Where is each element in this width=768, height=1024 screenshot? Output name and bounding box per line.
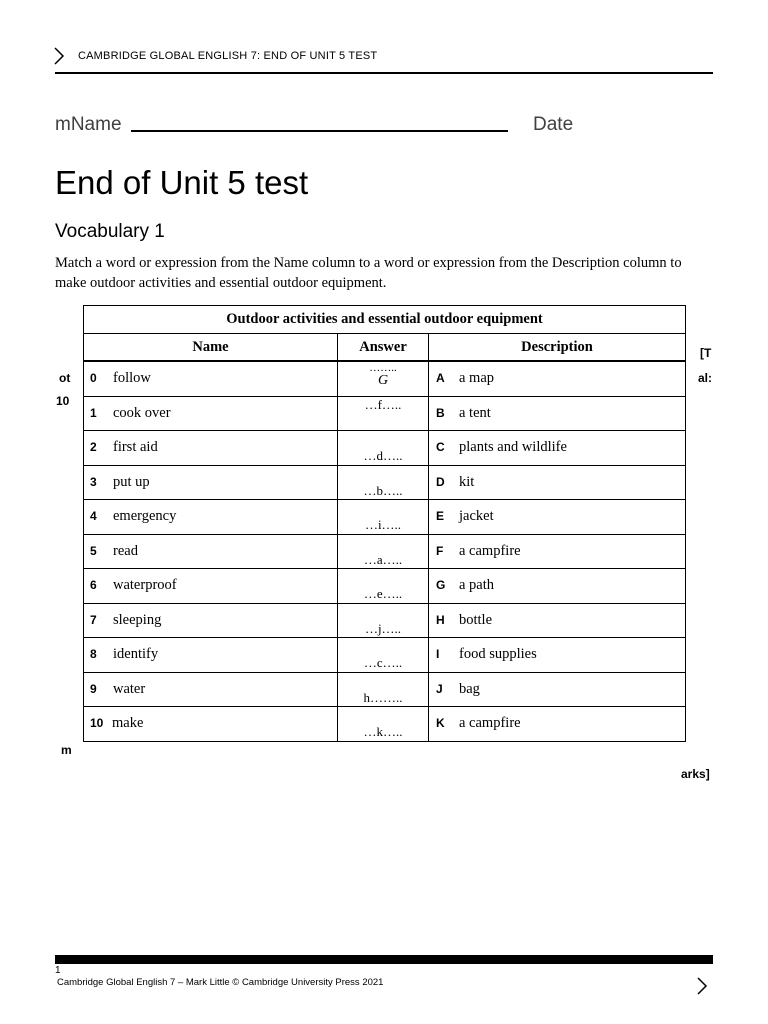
table-caption-row: [84, 306, 686, 334]
description-cell: [429, 396, 686, 431]
table-row: [84, 638, 686, 673]
column-header-name: Name: [84, 334, 338, 362]
name-cell: [84, 672, 338, 707]
table-row: [84, 603, 686, 638]
item-name: follow: [113, 370, 151, 387]
answer-value: G: [377, 373, 389, 389]
item-name: first aid: [113, 439, 158, 456]
name-cell: [84, 361, 338, 396]
description-text: jacket: [459, 508, 494, 525]
description-letter: D: [436, 474, 445, 489]
answer-value: …e…..: [363, 586, 403, 602]
margin-fragment: al:: [698, 371, 713, 385]
item-number: 5: [90, 543, 97, 558]
header-title: CAMBRIDGE GLOBAL ENGLISH 7: END OF UNIT 5 TEST: [78, 50, 378, 62]
table-row: [84, 396, 686, 431]
answer-value: …k…..: [363, 724, 403, 740]
answer-cell[interactable]: [338, 431, 429, 466]
footer-bar: [55, 955, 713, 964]
description-cell: [429, 603, 686, 638]
table-header-row: [84, 334, 686, 362]
item-name: read: [113, 542, 138, 559]
table-row: [84, 569, 686, 604]
margin-fragment: m: [61, 743, 72, 757]
column-header-description: Description: [429, 334, 686, 362]
answer-cell[interactable]: [338, 569, 429, 604]
name-cell: [84, 431, 338, 466]
name-cell: [84, 534, 338, 569]
name-field[interactable]: [131, 130, 508, 132]
description-letter: E: [436, 509, 445, 524]
answer-value: …b…..: [363, 482, 403, 498]
answer-value: …f…..: [364, 396, 402, 412]
item-number: 2: [90, 440, 97, 455]
description-letter: H: [436, 612, 445, 627]
column-header-answer: Answer: [338, 334, 429, 362]
margin-fragment: [T: [700, 346, 712, 360]
table-row: [84, 707, 686, 742]
answer-cell[interactable]: [338, 465, 429, 500]
name-label: mName: [55, 114, 122, 135]
description-text: bottle: [459, 611, 493, 628]
table-row: [84, 534, 686, 569]
answer-value: …i…..: [364, 517, 402, 533]
description-letter: G: [436, 578, 446, 593]
description-cell: [429, 707, 686, 742]
item-number: 1: [90, 405, 97, 420]
instructions-text: Match a word or expression from the Name column to a word or expression from the Description column to make outdoor activities and essential outdoor equipment.: [55, 255, 682, 291]
table-row: [84, 672, 686, 707]
name-cell: [84, 603, 338, 638]
table-row: [84, 500, 686, 535]
name-cell: [84, 638, 338, 673]
name-cell: [84, 396, 338, 431]
answer-cell[interactable]: [338, 638, 429, 673]
description-text: a map: [459, 370, 495, 387]
section-title: Vocabulary 1: [55, 221, 165, 242]
description-text: a path: [459, 577, 495, 594]
page-number: 1: [55, 965, 61, 976]
description-letter: C: [436, 440, 445, 455]
answer-value: …d…..: [363, 448, 403, 464]
item-name: put up: [113, 473, 150, 490]
description-letter: K: [436, 716, 445, 731]
footer-credit: Cambridge Global English 7 – Mark Little © Cambridge University Press 2021: [57, 977, 384, 988]
description-text: food supplies: [459, 646, 537, 663]
item-number: 9: [90, 681, 97, 696]
page-title: End of Unit 5 test: [55, 164, 309, 201]
answer-value: …a…..: [363, 551, 403, 567]
description-text: a campfire: [459, 715, 521, 732]
description-cell: [429, 569, 686, 604]
description-text: plants and wildlife: [459, 439, 567, 456]
margin-fragment: 10: [56, 394, 70, 408]
item-number: 7: [90, 612, 97, 627]
answer-cell[interactable]: [338, 707, 429, 742]
item-name: make: [112, 715, 144, 732]
description-cell: [429, 638, 686, 673]
description-text: kit: [459, 473, 475, 490]
answer-cell[interactable]: [338, 361, 429, 396]
table-row: [84, 431, 686, 466]
description-cell: [429, 465, 686, 500]
answer-cell[interactable]: [338, 500, 429, 535]
table-caption: Outdoor activities and essential outdoor equipment: [84, 306, 686, 334]
description-cell: [429, 672, 686, 707]
item-number: 6: [90, 578, 97, 593]
description-text: a tent: [459, 404, 491, 421]
margin-fragment: arks]: [681, 767, 710, 781]
item-name: water: [113, 680, 146, 697]
item-number: 10: [90, 716, 104, 731]
description-text: a campfire: [459, 542, 521, 559]
item-number: 3: [90, 474, 97, 489]
vocabulary-table: [83, 305, 686, 742]
description-cell: [429, 500, 686, 535]
item-name: sleeping: [113, 611, 162, 628]
answer-value: …c…..: [363, 655, 403, 671]
answer-cell[interactable]: [338, 396, 429, 431]
item-number: 8: [90, 647, 97, 662]
chevron-right-icon[interactable]: [695, 976, 709, 996]
answer-dots: ……..: [369, 362, 397, 375]
item-number: 4: [90, 509, 97, 524]
description-letter: A: [436, 371, 445, 386]
table-row: [84, 465, 686, 500]
item-name: waterproof: [113, 577, 177, 594]
answer-value: …j…..: [364, 620, 402, 636]
answer-value: h……..: [363, 689, 403, 705]
description-letter: B: [436, 405, 445, 420]
item-name: emergency: [113, 508, 177, 525]
description-text: bag: [459, 680, 480, 697]
answer-cell[interactable]: [338, 534, 429, 569]
item-name: cook over: [113, 404, 171, 421]
description-letter: J: [436, 681, 443, 696]
item-name: identify: [113, 646, 159, 663]
description-letter: F: [436, 543, 444, 558]
description-cell: [429, 534, 686, 569]
answer-cell[interactable]: [338, 603, 429, 638]
item-number: 0: [90, 371, 97, 386]
name-cell: [84, 465, 338, 500]
date-label: Date: [533, 114, 574, 135]
table-row: [84, 361, 686, 396]
header-rule: [55, 72, 713, 74]
margin-fragment: ot: [59, 371, 71, 385]
description-letter: I: [436, 647, 440, 662]
description-cell: [429, 361, 686, 396]
name-cell: [84, 569, 338, 604]
answer-cell[interactable]: [338, 672, 429, 707]
description-cell: [429, 431, 686, 466]
name-cell: [84, 500, 338, 535]
name-cell: [84, 707, 338, 742]
chevron-right-icon: [52, 46, 66, 66]
